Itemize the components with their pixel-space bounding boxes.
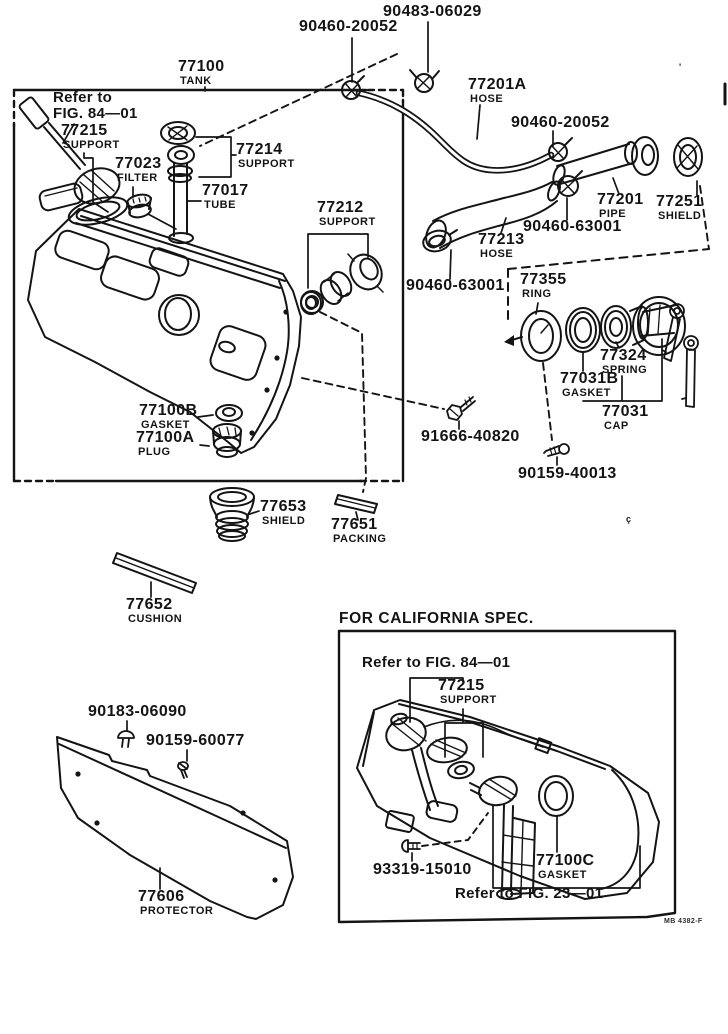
- scan-artifact-text: ç: [626, 514, 632, 524]
- bolt-icon-91666-40820: [447, 397, 475, 420]
- part-caption: HOSE: [480, 248, 514, 260]
- pipe-shield-ring: [674, 138, 702, 176]
- part-caption: CAP: [604, 420, 629, 432]
- part-number: 77324: [600, 347, 647, 364]
- plate-code-text: MB 4382-F: [664, 918, 703, 925]
- part-caption: HOSE: [470, 93, 504, 105]
- california-pump-drawing: [470, 774, 535, 899]
- reference-note: [362, 655, 510, 671]
- part-number: 77355: [520, 271, 567, 288]
- cushion-77652: [113, 553, 196, 593]
- scan-artifact-text: ': [679, 62, 682, 72]
- part-number: 77201: [597, 191, 644, 208]
- part-number: 77652: [126, 596, 173, 613]
- support-grommet-set-drawing: [301, 249, 388, 313]
- cap-gasket-77031B: [566, 308, 600, 352]
- part-label-90460-63001: [406, 278, 505, 294]
- part-number: 77017: [202, 182, 249, 199]
- screw-icon-90159-40013: [544, 444, 569, 456]
- part-number: 77215: [61, 122, 108, 139]
- part-number: 90460-63001: [406, 277, 505, 294]
- part-caption: GASKET: [562, 387, 611, 399]
- part-label-90159-40013: [518, 466, 617, 482]
- part-number: 93319-15010: [373, 861, 472, 878]
- part-number: 91666-40820: [421, 428, 520, 445]
- part-number: 77031B: [560, 370, 619, 387]
- part-caption: CUSHION: [128, 613, 183, 625]
- ring-to-screw-dash-link: [543, 363, 552, 440]
- part-caption: SUPPORT: [319, 216, 376, 228]
- part-number: 77651: [331, 516, 378, 533]
- part-label-77653: [260, 499, 307, 527]
- part-caption: PLUG: [138, 446, 171, 458]
- part-label-77212: [317, 200, 376, 228]
- bolt-icon-90183-06090: [118, 731, 134, 747]
- reference-note-line: Refer to: [53, 89, 113, 106]
- scan-artifact: [626, 515, 631, 524]
- part-number: 77201A: [468, 76, 527, 93]
- hose-clip-icon: [410, 70, 439, 92]
- part-caption: FILTER: [117, 172, 158, 184]
- section-title-text: FOR CALIFORNIA SPEC.: [339, 610, 534, 627]
- part-caption: TUBE: [204, 199, 236, 211]
- part-number: 90183-06090: [88, 703, 187, 720]
- part-label-77214: [236, 142, 295, 170]
- scan-artifact: [679, 63, 681, 72]
- drain-plug-drawing: [213, 405, 242, 457]
- part-caption: SUPPORT: [63, 139, 120, 151]
- packing-77651: [335, 495, 377, 513]
- part-caption: SUPPORT: [238, 158, 295, 170]
- part-label-77201A: [468, 77, 526, 105]
- part-caption: TANK: [180, 75, 212, 87]
- part-label-77017: [202, 183, 249, 211]
- part-caption: GASKET: [141, 419, 190, 431]
- part-label-77201: [597, 192, 644, 220]
- filler-tube-drawing: [161, 122, 195, 236]
- part-caption: SUPPORT: [440, 694, 497, 706]
- part-caption: SPRING: [602, 364, 648, 376]
- california-section-title: [339, 611, 534, 627]
- part-number: 90159-60077: [146, 732, 245, 749]
- breather-hose-dash-link: [200, 54, 397, 146]
- part-number: 77653: [260, 498, 307, 515]
- part-number: 77023: [115, 155, 162, 172]
- part-number: 77100A: [136, 429, 195, 446]
- part-label-77100: [178, 59, 225, 87]
- part-label-90460-20052: [511, 115, 610, 131]
- tank-to-bolt-dash-link: [302, 378, 444, 409]
- part-number: 90460-63001: [523, 218, 622, 235]
- part-label-77100C: [536, 853, 594, 881]
- part-number: 90159-40013: [518, 465, 617, 482]
- part-label-77355: [520, 272, 567, 300]
- part-label-90483-06029: [383, 4, 482, 20]
- part-number: 77100B: [139, 402, 198, 419]
- part-number: 77031: [602, 403, 649, 420]
- part-caption: RING: [522, 288, 552, 300]
- part-number: 77213: [478, 231, 525, 248]
- part-label-77100A: [136, 430, 194, 458]
- part-caption: SHIELD: [262, 515, 306, 527]
- part-label-90460-20052: [299, 19, 398, 35]
- figure-plate-code: [664, 918, 703, 925]
- part-label-77213: [478, 232, 525, 260]
- part-number: 77215: [438, 677, 485, 694]
- bolt-icon-93319-15010: [402, 840, 420, 852]
- fuel-filter-drawing: [126, 193, 152, 220]
- part-label-77652: [126, 597, 182, 625]
- part-number: 90483-06029: [383, 3, 482, 20]
- part-label-90183-06090: [88, 704, 187, 720]
- part-number: 77251: [656, 193, 703, 210]
- part-label-77100B: [139, 403, 197, 431]
- part-number: 77100: [178, 58, 225, 75]
- part-number: 77212: [317, 199, 364, 216]
- part-label-77215: [61, 123, 120, 151]
- part-label-77651: [331, 517, 386, 545]
- part-caption: PACKING: [333, 533, 387, 545]
- keys-icon: [662, 304, 698, 407]
- part-number: 90460-20052: [299, 18, 398, 35]
- part-caption: GASKET: [538, 869, 587, 881]
- part-label-77023: [115, 156, 162, 184]
- part-caption: PIPE: [599, 208, 627, 220]
- part-number: 77214: [236, 141, 283, 158]
- reference-note: [53, 90, 138, 122]
- part-label-77031: [602, 404, 649, 432]
- reference-note-line: Refer to FIG. 23—01: [455, 885, 604, 902]
- part-label-91666-40820: [421, 429, 520, 445]
- reference-note: [455, 886, 603, 902]
- part-number: 77100C: [536, 852, 595, 869]
- reference-note-line: FIG. 84—01: [53, 105, 138, 122]
- california-gasket-ring-77100C: [539, 776, 573, 816]
- part-caption: SHIELD: [658, 210, 702, 222]
- retainer-ring-77355: [521, 311, 561, 361]
- tank-to-packing-dash-link: [320, 312, 366, 492]
- california-sender-drawing: [383, 712, 552, 832]
- part-caption: PROTECTOR: [140, 905, 214, 917]
- part-label-93319-15010: [373, 862, 472, 878]
- part-number: 90460-20052: [511, 114, 610, 131]
- part-label-90460-63001: [523, 219, 622, 235]
- part-number: 77606: [138, 888, 185, 905]
- part-label-77031B: [560, 371, 618, 399]
- part-label-77251: [656, 194, 703, 222]
- part-label-77606: [138, 889, 213, 917]
- reference-note-line: Refer to FIG. 84—01: [362, 654, 511, 671]
- part-label-77215: [438, 678, 497, 706]
- dash-arrowhead: [504, 335, 514, 346]
- screw-icon-90159-60077: [178, 762, 188, 778]
- part-label-90159-60077: [146, 733, 245, 749]
